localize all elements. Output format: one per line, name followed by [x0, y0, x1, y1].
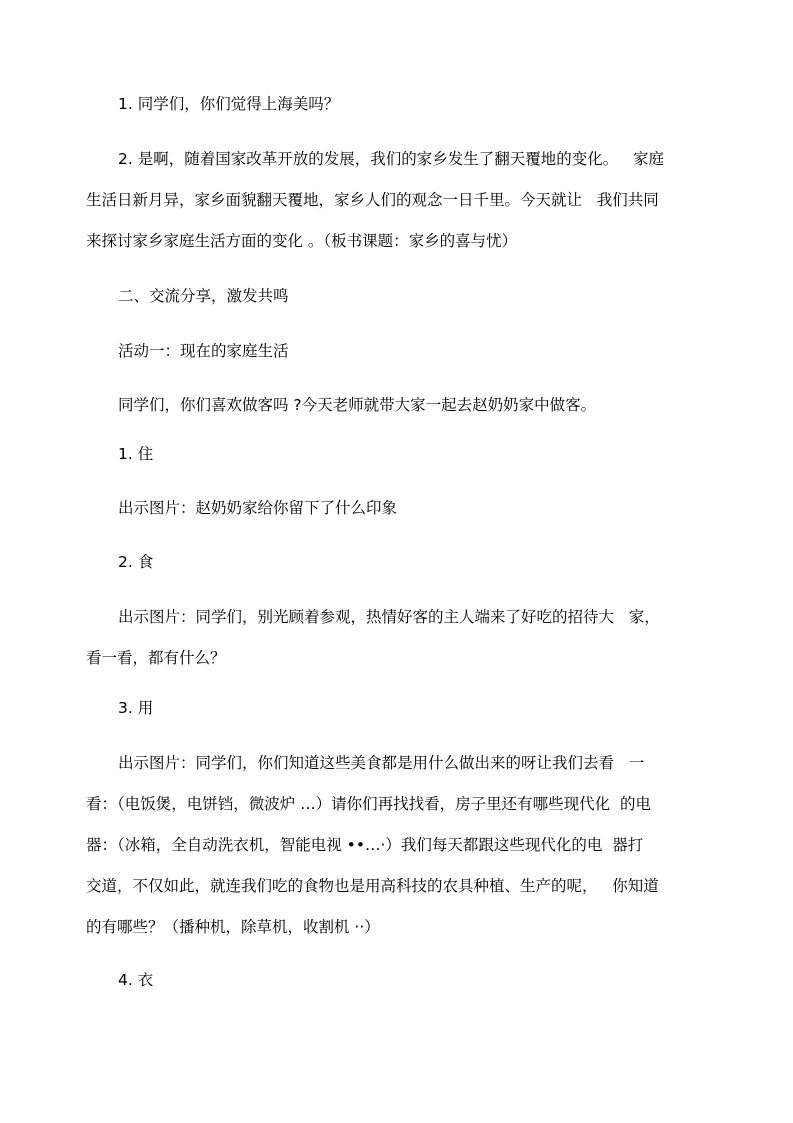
paragraph-line-17: 交道，不仅如此，就连我们吃的食物也是用高科技的农具种植、生产的呢， 你知道 [86, 877, 659, 895]
paragraph-line-14: 出示图片：同学们，你们知道这些美食都是用什么做出来的呀让我们去看 一 [118, 754, 645, 772]
paragraph-line-9: 出示图片：赵奶奶家给你留下了什么印象 [118, 499, 398, 517]
paragraph-line-11: 出示图片：同学们，别光顾着参观，热情好客的主人端来了好吃的招待大 家， [118, 608, 660, 626]
paragraph-line-4: 来探讨家乡家庭生活方面的变化 。（板书课题：家乡的喜与忧） [86, 232, 518, 250]
list-item-2: 2. 食 [118, 553, 154, 571]
paragraph-line-2: 2. 是啊，随着国家改革开放的发展，我们的家乡发生了翻天覆地的变化。 家庭 [118, 150, 664, 168]
activity-heading: 活动一：现在的家庭生活 [118, 342, 289, 360]
paragraph-line-18: 的有哪些？（播种机，除草机，收割机 ··） [86, 918, 380, 936]
list-item-3: 3. 用 [118, 699, 154, 717]
paragraph-line-1: 1. 同学们，你们觉得上海美吗？ [118, 95, 340, 113]
paragraph-line-7: 同学们，你们喜欢做客吗 ?今天老师就带大家一起去赵奶奶家中做客。 [118, 396, 597, 414]
paragraph-line-16: 器：（冰箱，全自动洗衣机，智能电视 ••…·）我们每天都跟这些现代化的电 器打 [86, 836, 644, 854]
list-item-4: 4. 衣 [118, 971, 154, 989]
paragraph-line-15: 看：（电饭煲，电饼铛，微波炉 …）请你们再找找看，房子里还有哪些现代化 的电 [86, 795, 652, 813]
section-heading: 二、交流分享，激发共鸣 [118, 287, 289, 305]
paragraph-line-12: 看一看，都有什么？ [86, 649, 226, 667]
paragraph-line-3: 生活日新月异，家乡面貌翻天覆地，家乡人们的观念一日千里。今天就让 我们共同 [86, 191, 659, 209]
list-item-1: 1. 住 [118, 445, 154, 463]
